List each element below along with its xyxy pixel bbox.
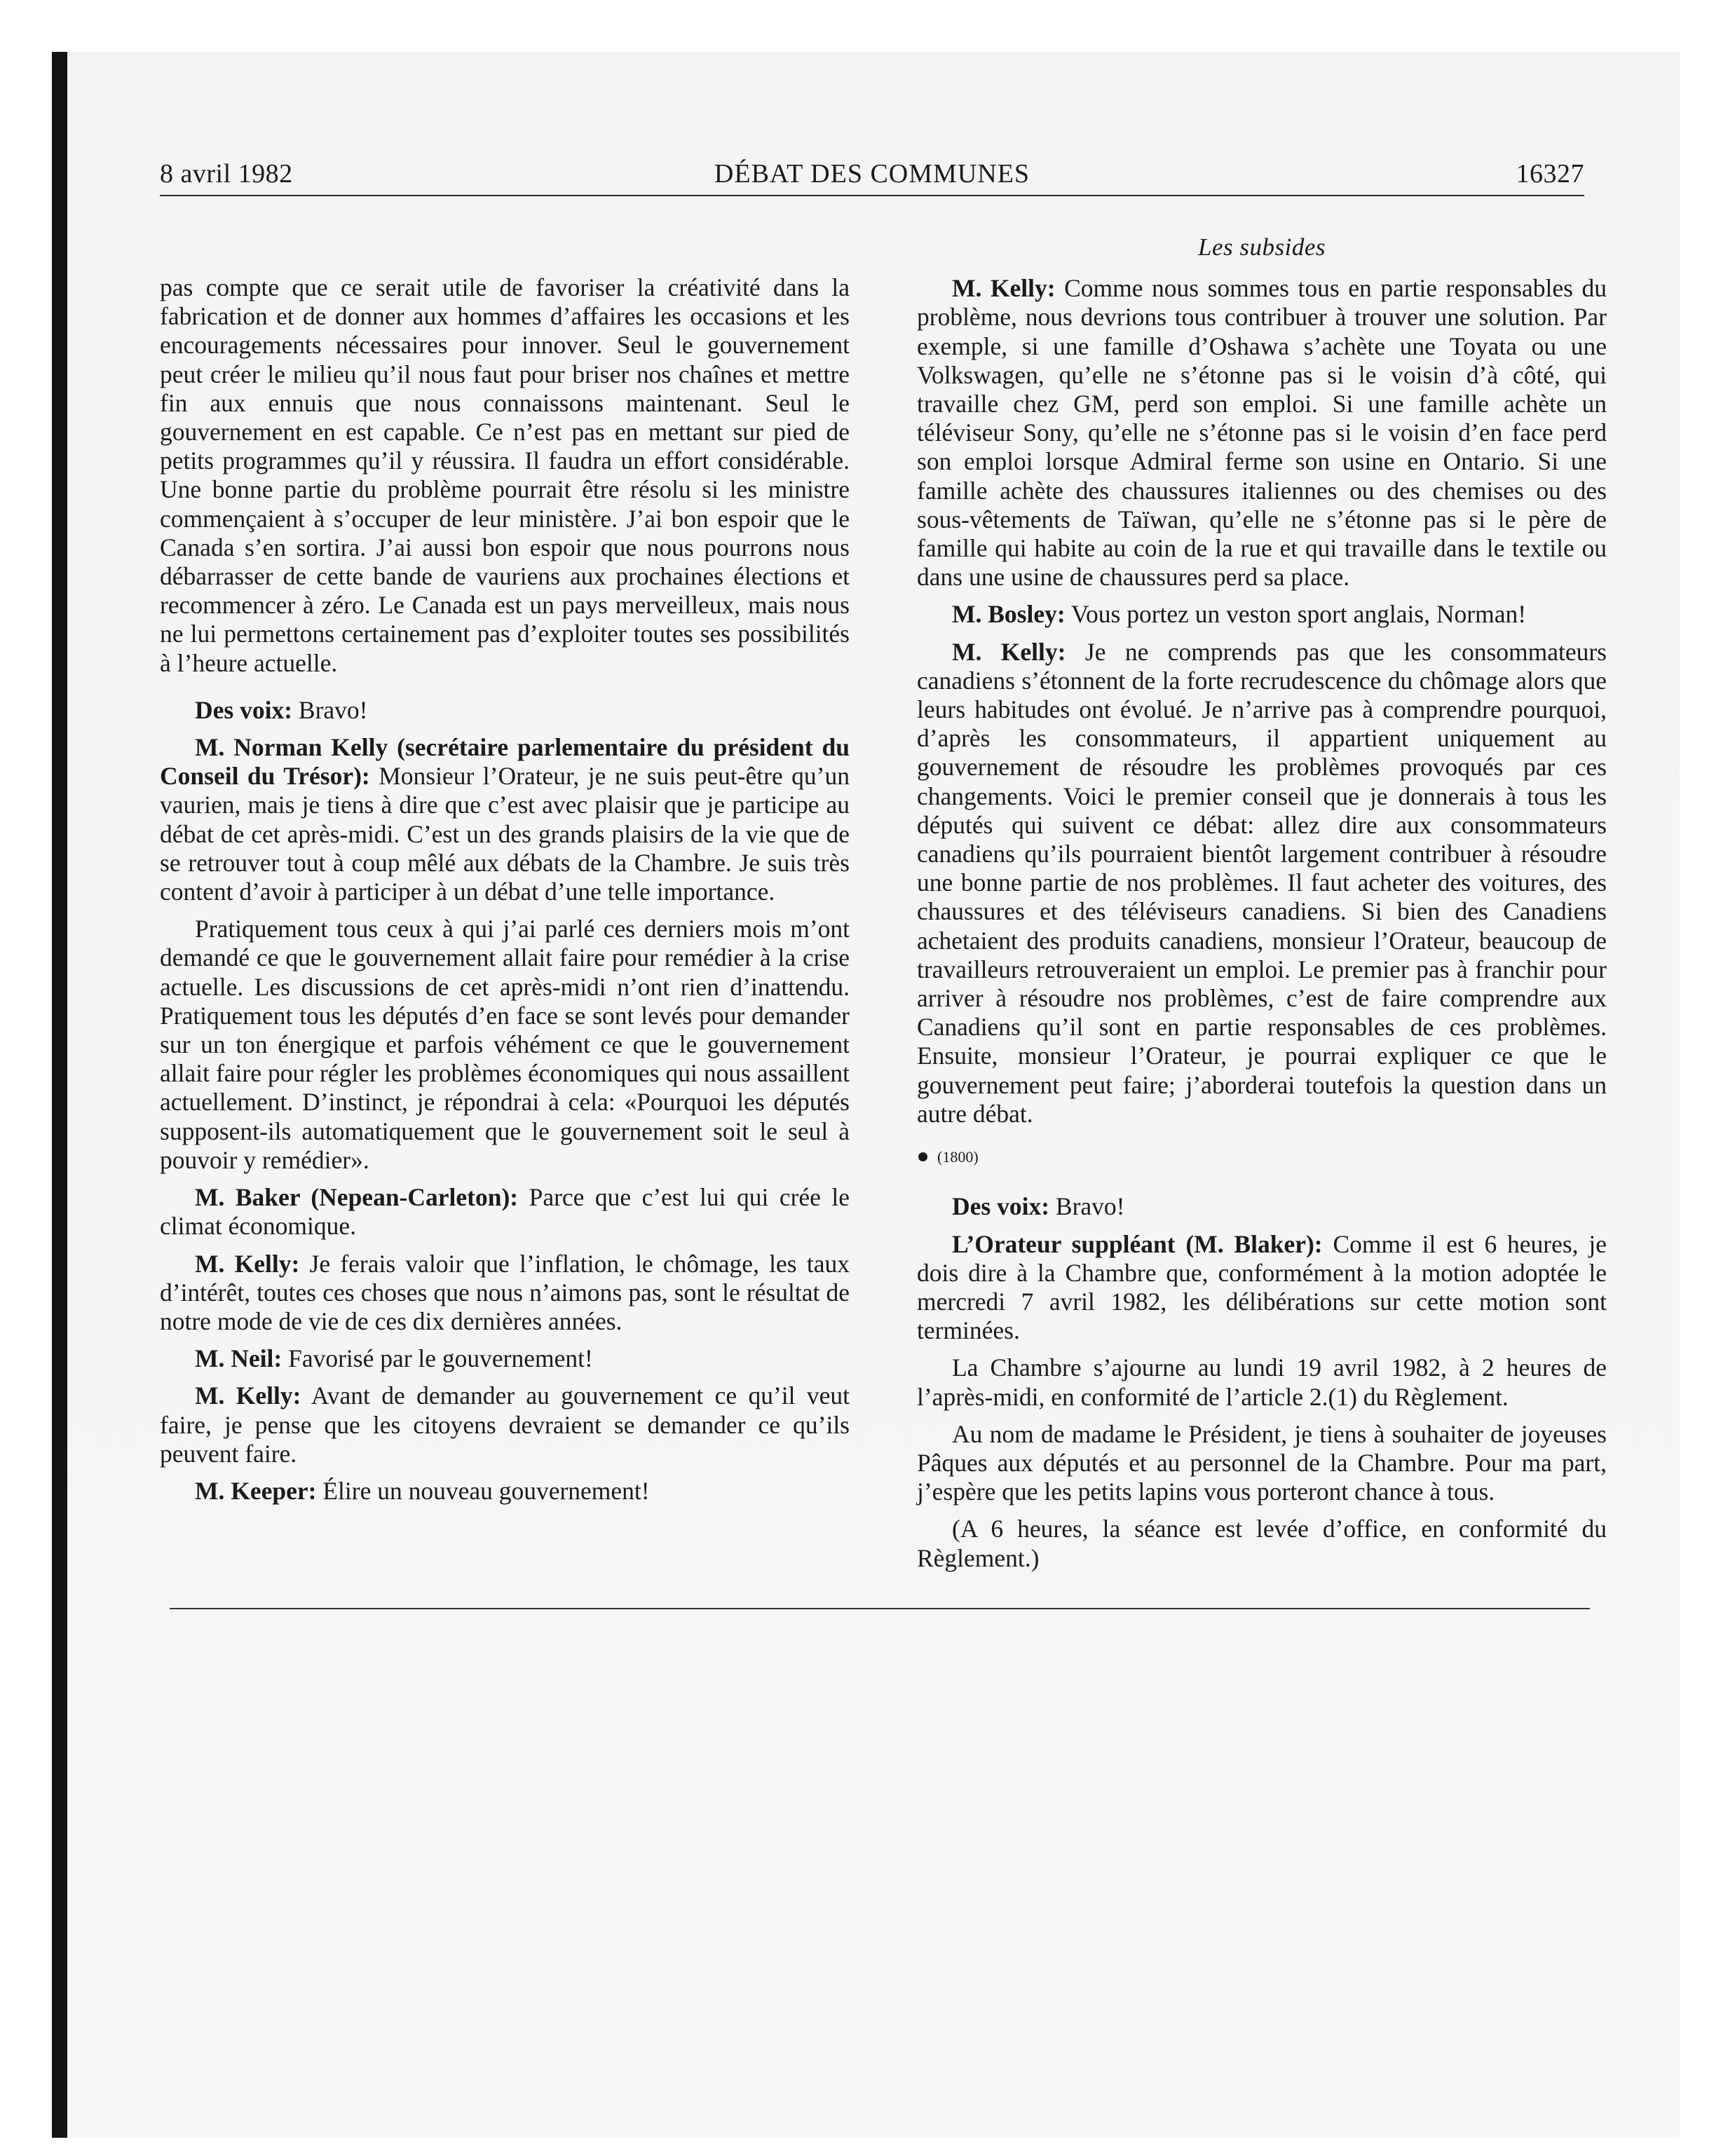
speech-text: Bravo! [292, 695, 368, 724]
header-date: 8 avril 1982 [160, 159, 293, 189]
speaker-name: Des voix: [952, 1192, 1050, 1221]
speaker-name: M. Norman Kelly (secrétaire parlementaire du président du Conseil du Trésor): [160, 733, 850, 791]
speaker-name: M. Bosley: [952, 600, 1066, 629]
speech-text: Bravo! [1049, 1192, 1125, 1221]
header-title: DÉBAT DES COMMUNES [714, 159, 1030, 189]
paragraph: (A 6 heures, la séance est levée d’office, en conformité du Règlement.) [917, 1515, 1607, 1572]
paragraph [917, 638, 1607, 1128]
speaker-name: M. Baker (Nepean-Carleton): [195, 1183, 519, 1212]
paragraph: La Chambre s’ajourne au lundi 19 avril 1982, à 2 heures de l’après-midi, en conformité de l’article 2.(1) du Règlement. [917, 1353, 1607, 1411]
paragraph: pas compte que ce serait utile de favoriser la créativité dans la fabrication et de donner aux hommes d’affaires les occasions et les encouragements nécessaires pour innover. Seul le gouvernement peut créer le milieu qu’il nous faut pour briser nos chaînes et mettre fin aux ennuis que nous connaissons maintenant. Seul le gouvernement en est capable. Ce n’est pas en mettant sur pied de petits programmes qu’il y réussira. Il faudra un effort considérable. Une bonne partie du problème pourrait être résolu si les ministre commençaient à s’occuper de leur ministère. J’ai bon espoir que le Canada s’en sortira. J’ai aussi bon espoir que nous pourrons nous débarrasser de cette bande de vauriens aux prochaines élections et recommencer à zéro. Le Canada est un pays merveilleux, mais nous ne lui permettons certainement pas d’exploiter toutes ses possibilités à l’heure actuelle. [160, 273, 850, 677]
paragraph [917, 1230, 1607, 1346]
paragraph [160, 696, 850, 725]
speech-text: Avant de demander au gouvernement ce qu’il veut faire, je pense que les citoyens devraient se demander ce qu’ils peuvent faire. [160, 1381, 850, 1468]
speech-text: Comme il est 6 heures, je dois dire à la Chambre que, conformément à la motion adoptée le mercredi 7 avril 1982, les délibérations sur cette motion sont terminées. [917, 1229, 1607, 1345]
left-column [160, 273, 850, 1514]
paragraph [160, 1183, 850, 1241]
speech-text: Comme nous sommes tous en partie responsables du problème, nous devrions tous contribuer à trouver une solution. Par exemple, si une famille d’Oshawa s’achète une Toyata ou une Volkswagen, qu’elle ne s’étonne pas si le voisin d’à côté, qui travaille chez GM, perd son emploi. Si une famille achète un téléviseur Sony, qu’elle ne s’étonne pas si le voisin d’en face perd son emploi lorsque Admiral ferme son usine en Ontario. Si une famille achète des chaussures italiennes ou des chemises ou des sous-vêtements de Taïwan, qu’elle ne s’étonne pas si le père de famille qui habite au coin de la rue et qui travaille dans le textile ou dans une usine de chaussures perd sa place. [917, 274, 1607, 592]
speaker-name: M. Kelly: [195, 1381, 301, 1410]
time-marker [917, 1142, 1607, 1171]
paragraph [160, 1381, 850, 1468]
speech-text: Je ferais valoir que l’inflation, le chômage, les taux d’intérêt, toutes ces choses que nous n’aimons pas, sont le résultat de notre mode de vie de ces dix dernières années. [160, 1249, 850, 1335]
speech-text: Élire un nouveau gouvernement! [316, 1476, 650, 1505]
paragraph [160, 1344, 850, 1373]
time-marker-text: (1800) [937, 1148, 979, 1166]
speech-text: Monsieur l’Orateur, je ne suis peut-être qu’un vaurien, mais je tiens à dire que c’est avec plaisir que je participe au débat de cet après-midi. C’est un des grands plaisirs de la vie que de se retrouver tout à coup mêlé aux débats de la Chambre. Je suis très content d’avoir à participer à un débat d’une telle importance. [160, 762, 850, 906]
bottom-divider [170, 1608, 1590, 1609]
running-header [160, 156, 1584, 196]
paragraph [160, 733, 850, 906]
scan-binding-edge [52, 52, 67, 2138]
paragraph [160, 1477, 850, 1506]
section-title: Les subsides [1198, 233, 1326, 261]
speech-text: Favorisé par le gouvernement! [282, 1344, 593, 1373]
paragraph [917, 1192, 1607, 1221]
speaker-name: M. Kelly: [952, 274, 1056, 303]
paragraph [917, 600, 1607, 629]
speaker-name: M. Neil: [195, 1344, 283, 1373]
paragraph: Au nom de madame le Président, je tiens à souhaiter de joyeuses Pâques aux députés et au personnel de la Chambre. Pour ma part, j’espère que les petits lapins vous porteront chance à tous. [917, 1419, 1607, 1506]
speech-text: Vous portez un veston sport anglais, Norman! [1065, 600, 1527, 629]
speaker-name: M. Keeper: [195, 1476, 317, 1505]
speech-text: Parce que c’est lui qui crée le climat économique. [160, 1183, 850, 1241]
bullet-icon [918, 1152, 927, 1161]
speaker-name: L’Orateur suppléant (M. Blaker): [952, 1229, 1323, 1258]
right-column [917, 233, 1607, 1581]
speaker-name: M. Kelly: [952, 637, 1066, 666]
paragraph [917, 274, 1607, 592]
paragraph: Pratiquement tous ceux à qui j’ai parlé ces derniers mois m’ont demandé ce que le gouvernement allait faire pour remédier à la crise actuelle. Les discussions de cet après-midi n’ont rien d’inattendu. Pratiquement tous les députés d’en face se sont levés pour demander sur un ton énergique et parfois véhément ce que le gouvernement allait faire pour régler les problèmes économiques qui nous assaillent actuellement. D’instinct, je répondrai à cela: «Pourquoi les députés supposent-ils automatiquement que le gouvernement soit le seul à pouvoir y remédier». [160, 915, 850, 1174]
speaker-name: M. Kelly: [195, 1249, 300, 1278]
header-page-number: 16327 [1516, 159, 1584, 189]
paragraph [160, 1250, 850, 1337]
page [160, 156, 1607, 1572]
speech-text: Je ne comprends pas que les consommateurs canadiens s’étonnent de la forte recrudescence du chômage alors que leurs habitudes ont évolué. Je n’arrive pas à comprendre pourquoi, d’après les consommateurs, il appartient uniquement au gouvernement de résoudre les problèmes provoqués par ces changements. Voici le premier conseil que je donnerais à tous les députés qui suivent ce débat: allez dire aux consommateurs canadiens qu’ils pourraient bientôt largement contribuer à résoudre une bonne partie de nos problèmes. Il faut acheter des voitures, des chaussures et des téléviseurs canadiens. Si bien des Canadiens achetaient des produits canadiens, monsieur l’Orateur, beaucoup de travailleurs retrouveraient un emploi. Le premier pas à franchir pour arriver à résoudre nos problèmes, c’est de faire comprendre aux Canadiens qu’il sont en partie responsables de ces problèmes. Ensuite, monsieur l’Orateur, je pourrai expliquer ce que le gouvernement peut faire; j’aborderai toutefois la question dans un autre débat. [917, 637, 1607, 1128]
speaker-name: Des voix: [195, 695, 293, 724]
